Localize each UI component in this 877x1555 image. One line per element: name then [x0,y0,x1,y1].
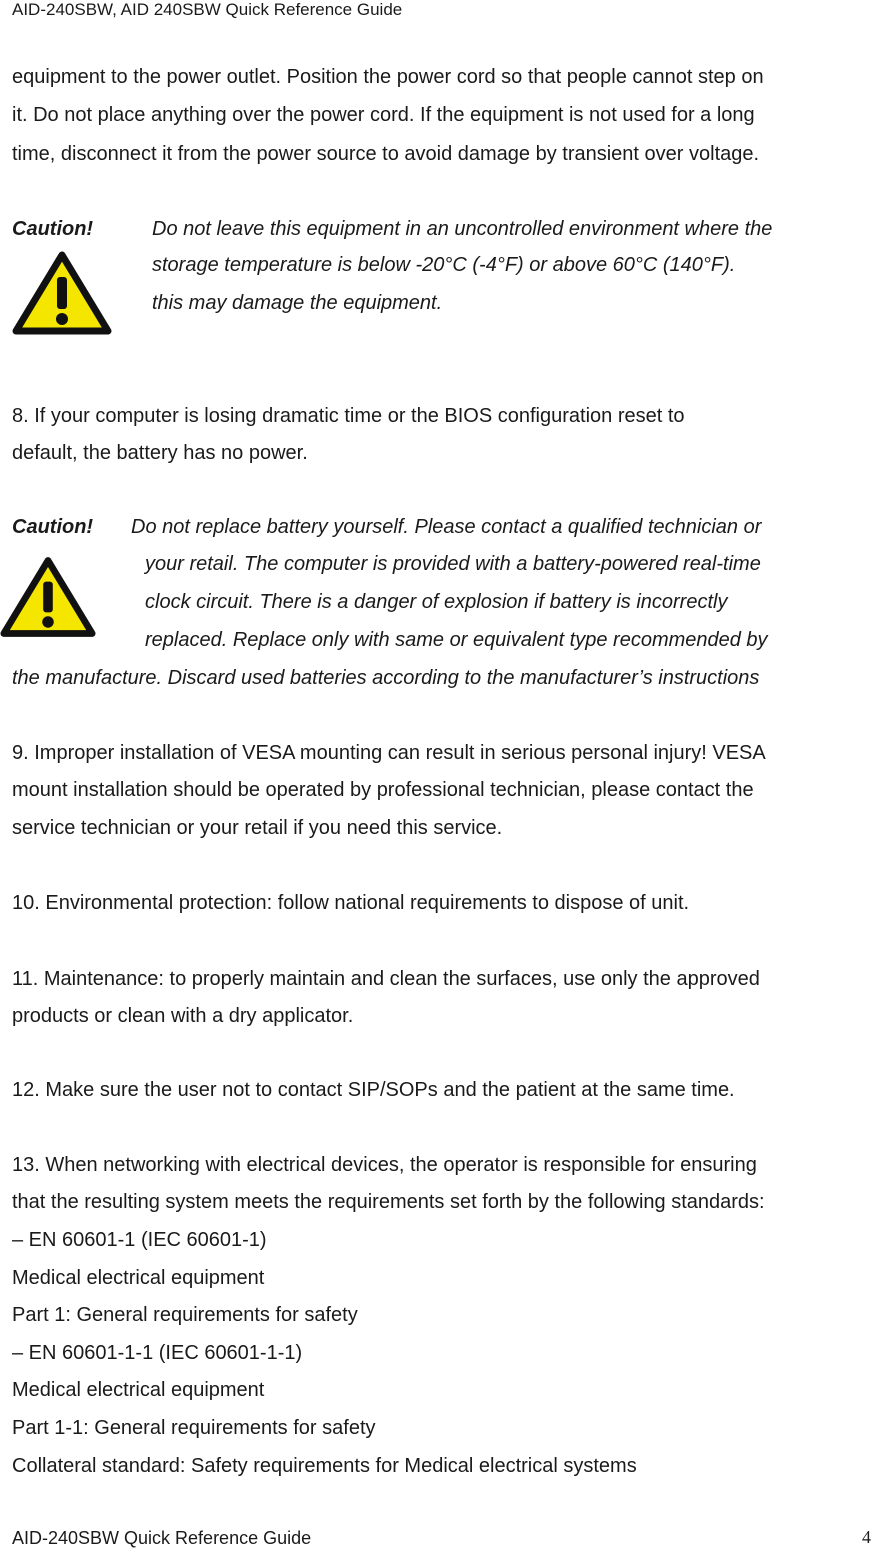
item-11-line-2: products or clean with a dry applicator. [12,1005,354,1027]
caution-2-line-1: Do not replace battery yourself. Please contact a qualified technician or [131,516,762,538]
caution-1-line-1: Do not leave this equipment in an uncontrolled environment where the [152,218,773,240]
caution-2-label: Caution! [12,516,94,538]
intro-line-1: equipment to the power outlet. Position the power cord so that people cannot step on [12,66,764,88]
item-11-line-1: 11. Maintenance: to properly maintain and clean the surfaces, use only the approved [12,968,760,990]
item-13-line-4: Medical electrical equipment [12,1267,265,1289]
caution-1-label: Caution! [12,218,94,240]
item-8-line-1: 8. If your computer is losing dramatic time or the BIOS configuration reset to [12,405,685,427]
warning-triangle-icon [0,556,96,638]
intro-line-2: it. Do not place anything over the power cord. If the equipment is not used for a long [12,104,755,126]
warning-triangle-icon [12,251,112,335]
item-13-line-5: Part 1: General requirements for safety [12,1304,358,1326]
item-13-line-3: – EN 60601-1 (IEC 60601-1) [12,1229,267,1251]
item-9-line-2: mount installation should be operated by professional technician, please contact the [12,779,754,801]
item-13-line-1: 13. When networking with electrical devices, the operator is responsible for ensuring [12,1154,757,1176]
item-13-line-6: – EN 60601-1-1 (IEC 60601-1-1) [12,1342,303,1364]
caution-1-line-2: storage temperature is below -20°C (-4°F) or above 60°C (140°F). [152,254,736,276]
item-13-line-2: that the resulting system meets the requirements set forth by the following standards: [12,1191,765,1213]
caution-2-line-5: the manufacture. Discard used batteries according to the manufacturer’s instructions [12,667,760,689]
item-12-line-1: 12. Make sure the user not to contact SIP/SOPs and the patient at the same time. [12,1079,735,1101]
item-13-line-7: Medical electrical equipment [12,1379,265,1401]
item-10-line-1: 10. Environmental protection: follow national requirements to dispose of unit. [12,892,690,914]
page-header-title: AID-240SBW, AID 240SBW Quick Reference Guide [12,0,403,19]
item-9-line-3: service technician or your retail if you need this service. [12,817,503,839]
item-13-line-8: Part 1-1: General requirements for safety [12,1417,376,1439]
item-13-line-9: Collateral standard: Safety requirements for Medical electrical systems [12,1455,637,1477]
item-9-line-1: 9. Improper installation of VESA mounting can result in serious personal injury! VESA [12,742,766,764]
caution-2-line-2: your retail. The computer is provided with a battery-powered real-time [145,553,761,575]
caution-1-line-3: this may damage the equipment. [152,292,443,314]
page-number: 4 [862,1527,871,1547]
caution-2-line-3: clock circuit. There is a danger of explosion if battery is incorrectly [145,591,728,613]
intro-line-3: time, disconnect it from the power source to avoid damage by transient over voltage. [12,143,760,165]
caution-2-line-4: replaced. Replace only with same or equivalent type recommended by [145,629,768,651]
page-footer-title: AID-240SBW Quick Reference Guide [12,1528,312,1548]
item-8-line-2: default, the battery has no power. [12,442,308,464]
